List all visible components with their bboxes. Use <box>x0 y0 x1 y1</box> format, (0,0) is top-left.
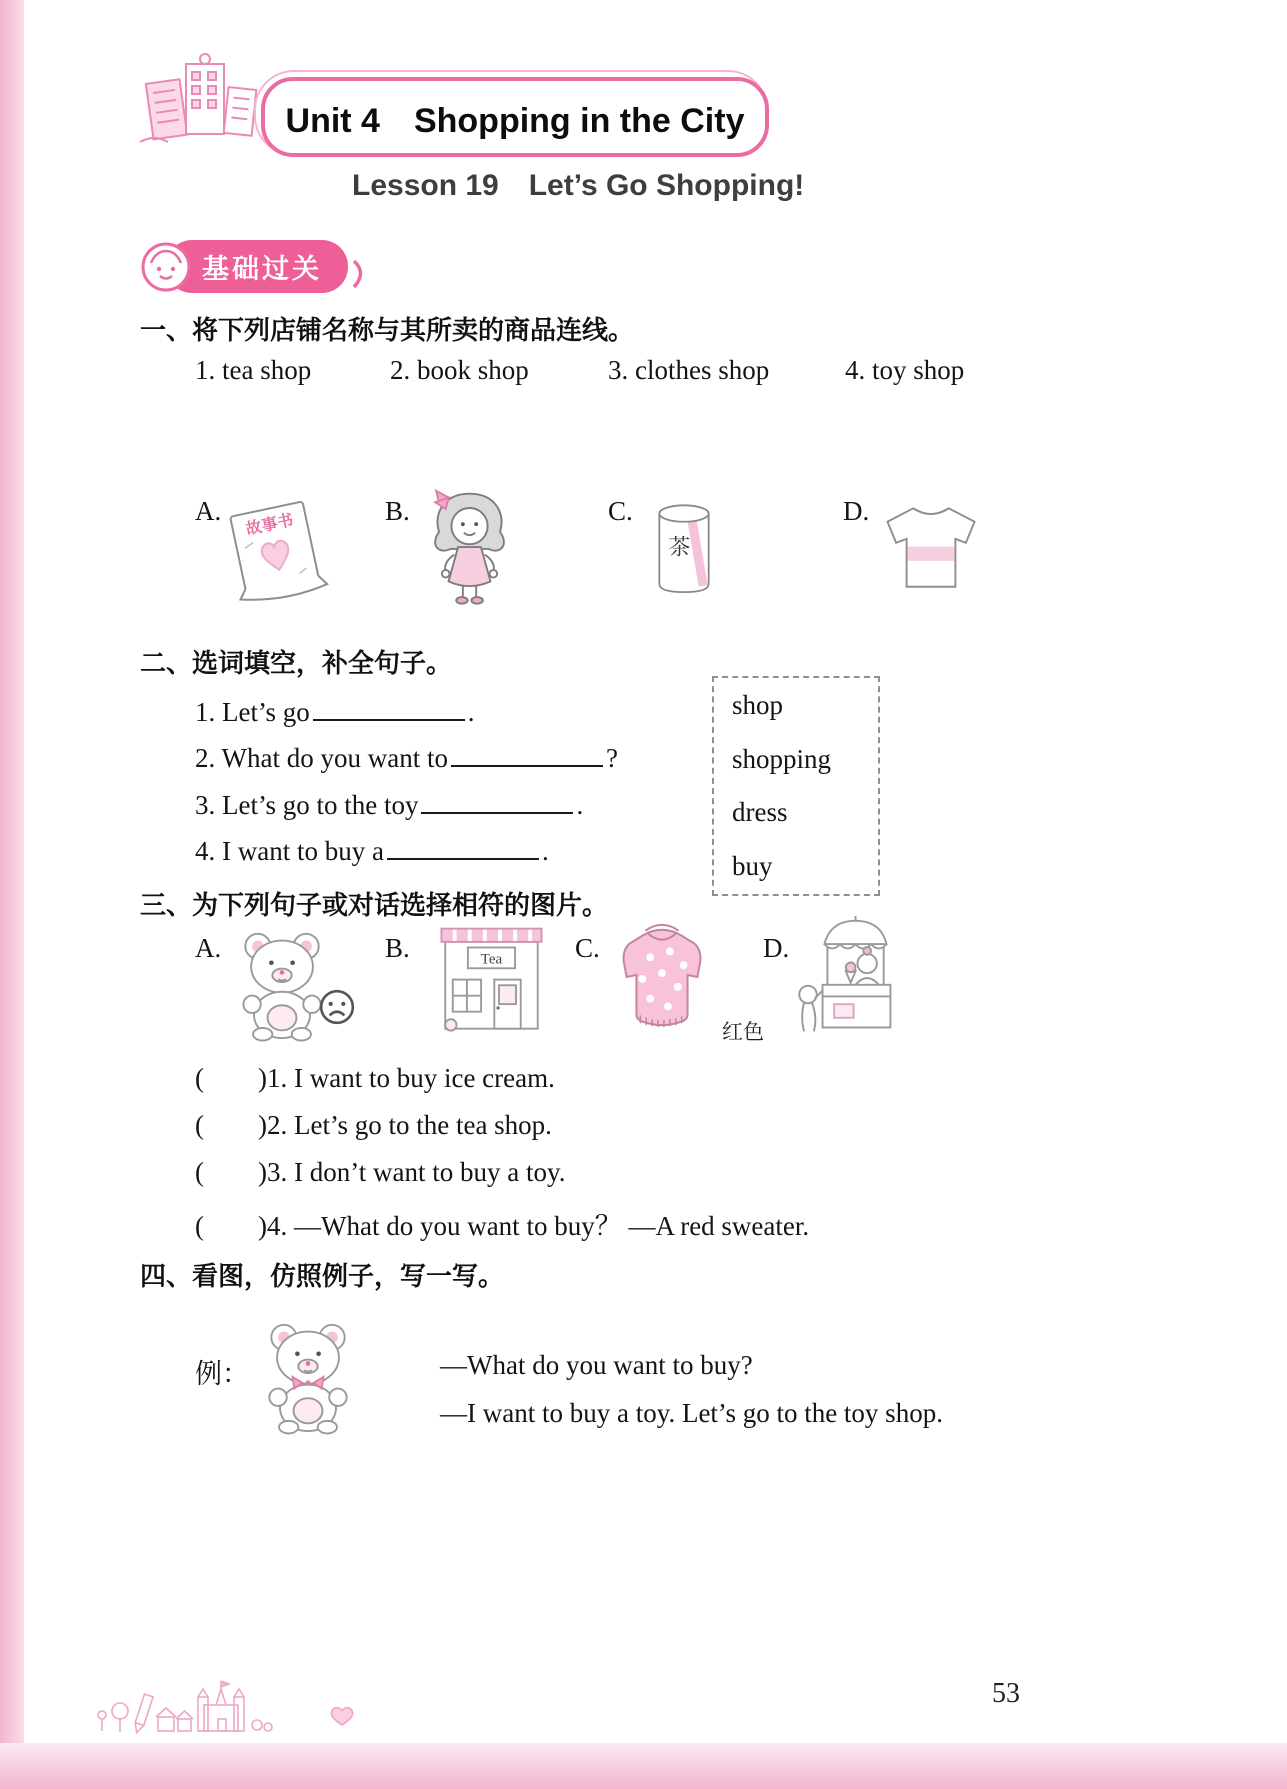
city-buildings-icon <box>136 52 258 146</box>
fill-item-1-after: . <box>467 697 475 727</box>
word-bank <box>712 676 880 896</box>
section2-heading: 二、选词填空，补全句子。 <box>140 648 453 678</box>
badge-tail-icon <box>352 259 368 289</box>
fill-item-2-after: ? <box>605 743 618 773</box>
page-number: 53 <box>992 1678 1020 1709</box>
fill-item-3 <box>195 785 583 821</box>
option-label-d: D. <box>843 496 870 526</box>
sweater-icon <box>612 918 712 1034</box>
storybook-icon <box>222 498 330 604</box>
fill-blank-4 <box>387 831 539 860</box>
sad-face-icon <box>318 988 356 1026</box>
tea-shop-sign-text: Tea <box>480 951 503 968</box>
picture-label-a: A. <box>195 933 222 963</box>
example-line-2: —I want to buy a toy. Let’s go to the toy shop. <box>440 1398 943 1428</box>
choice-item-2 <box>195 1110 552 1141</box>
fill-blank-2 <box>451 738 603 767</box>
choice-item-1 <box>195 1063 555 1094</box>
storybook-title-text: 故事书 <box>244 511 295 539</box>
fill-item-3-before: 3. Let’s go to the toy <box>195 790 419 820</box>
doll-icon <box>420 486 520 610</box>
tea-canister-icon <box>652 498 716 604</box>
fill-item-1-before: 1. Let’s go <box>195 697 310 727</box>
fill-item-4-before: 4. I want to buy a <box>195 836 384 866</box>
word-bank-word-3: dress <box>732 797 788 828</box>
sweater-color-note: 红色 <box>722 1020 764 1044</box>
left-border-strip <box>0 0 24 1789</box>
section3-heading: 三、为下列句子或对话选择相符的图片。 <box>140 890 609 920</box>
option-label-a: A. <box>195 496 222 526</box>
bottom-decor-icon <box>92 1675 382 1737</box>
picture-label-d: D. <box>763 933 790 963</box>
bottom-border-strip <box>0 1743 1287 1789</box>
word-bank-word-4: buy <box>732 850 773 881</box>
section4-heading: 四、看图，仿照例子，写一写。 <box>140 1261 505 1291</box>
choice-bracket-4: ( ) <box>195 1211 267 1241</box>
choice-bracket-1: ( ) <box>195 1063 267 1093</box>
choice-text-1: 1. I want to buy ice cream. <box>266 1063 555 1093</box>
basics-badge <box>140 240 368 293</box>
fill-item-3-after: . <box>576 790 584 820</box>
word-bank-word-1: shop <box>732 690 784 720</box>
example-teddy-bear-icon <box>252 1316 364 1436</box>
tea-shop-icon <box>432 925 550 1037</box>
option-label-c: C. <box>608 496 633 526</box>
choice-text-2: 2. Let’s go to the tea shop. <box>266 1110 552 1140</box>
choice-text-4: 4. —What do you want to buy？ —A red sweater. <box>266 1211 810 1241</box>
fill-item-1 <box>195 692 475 728</box>
choice-item-3 <box>195 1157 565 1188</box>
kid-face-icon <box>140 241 192 293</box>
lesson-title: Lesson 19 Let’s Go Shopping! <box>352 169 805 202</box>
tshirt-icon <box>876 502 986 594</box>
example-line-1: —What do you want to buy? <box>440 1350 753 1380</box>
shop-name-4: 4. toy shop <box>845 355 965 385</box>
basics-badge-label: 基础过关 <box>166 240 348 293</box>
fill-item-2-before: 2. What do you want to <box>195 743 448 773</box>
fill-item-2 <box>195 738 618 774</box>
section1-heading: 一、将下列店铺名称与其所卖的商品连线。 <box>140 315 635 345</box>
tea-canister-label-text: 茶 <box>668 534 691 560</box>
picture-label-b: B. <box>385 933 410 963</box>
choice-text-3: 3. I don’t want to buy a toy. <box>266 1157 566 1187</box>
choice-item-4 <box>195 1204 809 1243</box>
unit-title: Unit 4 Shopping in the City <box>261 77 769 157</box>
choice-bracket-3: ( ) <box>195 1157 267 1187</box>
fill-blank-3 <box>421 785 573 814</box>
word-bank-word-2: shopping <box>732 743 832 774</box>
ice-cream-stand-icon <box>795 915 917 1043</box>
option-label-b: B. <box>385 496 410 526</box>
fill-item-4-after: . <box>541 836 549 866</box>
picture-label-c: C. <box>575 933 600 963</box>
fill-blank-1 <box>313 692 465 721</box>
unit-title-banner <box>254 70 768 156</box>
choice-bracket-2: ( ) <box>195 1110 267 1140</box>
example-label: 例： <box>195 1359 249 1389</box>
fill-item-4 <box>195 831 549 867</box>
shop-name-2: 2. book shop <box>390 355 529 385</box>
shop-name-3: 3. clothes shop <box>608 355 770 385</box>
shop-name-1: 1. tea shop <box>195 355 312 385</box>
